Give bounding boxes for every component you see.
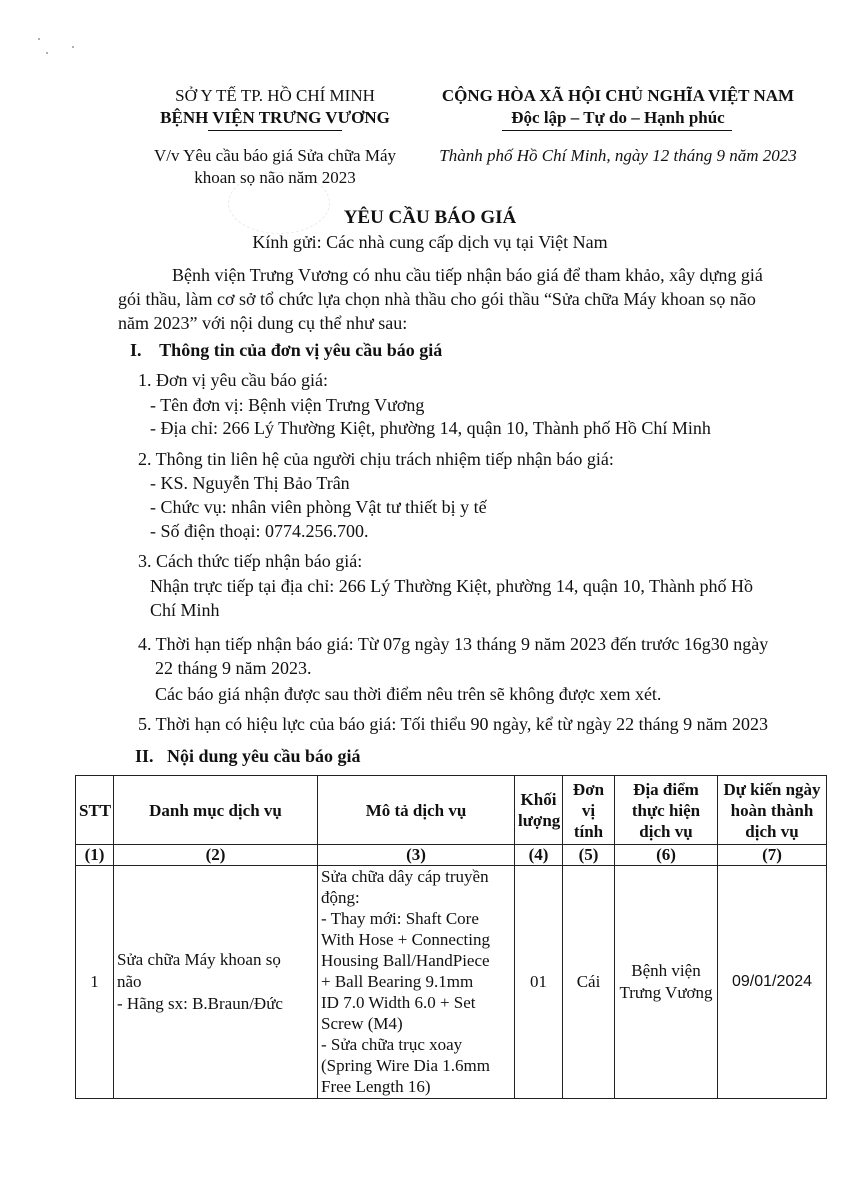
description-line: - Thay mới: Shaft Core bbox=[321, 909, 479, 928]
org-underline bbox=[208, 130, 342, 131]
description-line: Free Length 16) bbox=[321, 1077, 431, 1096]
contact-phone: - Số điện thoại: 0774.256.700. bbox=[150, 521, 369, 541]
row-service bbox=[114, 866, 318, 1099]
motto-underline bbox=[502, 130, 732, 131]
row-unit: Cái bbox=[563, 866, 615, 1099]
scan-speck bbox=[38, 38, 40, 40]
row-service-line-1: Sửa chữa Máy khoan sọ bbox=[117, 950, 281, 969]
column-number: (6) bbox=[615, 845, 718, 866]
header-completion-date bbox=[718, 776, 827, 845]
row-quantity: 01 bbox=[515, 866, 563, 1099]
description-line: Housing Ball/HandPiece bbox=[321, 951, 490, 970]
description-line: động: bbox=[321, 888, 360, 907]
description-line: + Ball Bearing 9.1mm bbox=[321, 972, 474, 991]
intro-line-2: gói thầu, làm cơ sở tổ chức lựa chọn nhà thầu cho gói thầu “Sửa chữa Máy khoan sọ não bbox=[118, 289, 756, 309]
section-1-item-3: 3. Cách thức tiếp nhận báo giá: bbox=[138, 551, 363, 571]
description-line: Sửa chữa dây cáp truyền bbox=[321, 867, 489, 886]
description-line: (Spring Wire Dia 1.6mm bbox=[321, 1056, 490, 1075]
row-stt: 1 bbox=[76, 866, 114, 1099]
subject-line-1: V/v Yêu cầu báo giá Sửa chữa Máy bbox=[153, 146, 397, 165]
header-unit bbox=[563, 776, 615, 845]
header-quantity-line-1: Khối bbox=[520, 790, 557, 809]
document-date: Thành phố Hồ Chí Minh, ngày 12 tháng 9 năm 2023 bbox=[439, 146, 797, 165]
section-1-item-5: 5. Thời hạn có hiệu lực của báo giá: Tối thiểu 90 ngày, kể từ ngày 22 tháng 9 năm 2023 bbox=[138, 714, 769, 734]
header-date-line-3: dịch vụ bbox=[745, 821, 799, 841]
header-unit-line-1: Đơn vị bbox=[572, 779, 605, 820]
row-completion-date: 09/01/2024 bbox=[718, 866, 827, 1099]
header-unit-line-2: tính bbox=[573, 821, 604, 841]
table-row bbox=[76, 866, 827, 1099]
header-date-line-2: hoàn thành bbox=[730, 800, 814, 820]
scan-speck bbox=[46, 52, 48, 54]
unit-name: - Tên đơn vị: Bệnh viện Trưng Vương bbox=[150, 395, 425, 415]
header-location-line-1: Địa điểm bbox=[633, 779, 699, 799]
section-1-item-2: 2. Thông tin liên hệ của người chịu trách nhiệm tiếp nhận báo giá: bbox=[138, 449, 614, 469]
column-number-row bbox=[76, 845, 827, 866]
row-manufacturer: - Hãng sx: B.Braun/Đức bbox=[117, 994, 283, 1013]
nation-name: CỘNG HÒA XÃ HỘI CHỦ NGHĨA VIỆT NAM bbox=[441, 86, 795, 105]
document-title: YÊU CẦU BÁO GIÁ bbox=[343, 207, 517, 228]
nation-motto: Độc lập – Tự do – Hạnh phúc bbox=[511, 108, 725, 127]
section-1-heading: I. Thông tin của đơn vị yêu cầu báo giá bbox=[130, 340, 443, 360]
service-table bbox=[75, 775, 827, 1099]
section-2-heading: II. Nội dung yêu cầu báo giá bbox=[135, 746, 361, 766]
column-number: (2) bbox=[114, 845, 318, 866]
unit-address: - Địa chỉ: 266 Lý Thường Kiệt, phường 14, quận 10, Thành phố Hồ Chí Minh bbox=[150, 418, 711, 438]
description-line: Screw (M4) bbox=[321, 1014, 403, 1033]
header-date-line-1: Dự kiến ngày bbox=[723, 779, 821, 799]
description-line: - Sửa chữa trục xoay bbox=[321, 1035, 463, 1054]
description-line: With Hose + Connecting bbox=[321, 930, 490, 949]
row-location bbox=[615, 866, 718, 1099]
row-description bbox=[318, 866, 515, 1099]
description-line: ID 7.0 Width 6.0 + Set bbox=[321, 993, 476, 1012]
header-quantity bbox=[515, 776, 563, 845]
deadline-note: Các báo giá nhận được sau thời điểm nêu trên sẽ không được xem xét. bbox=[155, 684, 662, 704]
header-description: Mô tả dịch vụ bbox=[318, 776, 515, 845]
deadline-line-2: 22 tháng 9 năm 2023. bbox=[155, 658, 312, 678]
header-service: Danh mục dịch vụ bbox=[114, 776, 318, 845]
row-location-line-2: Trưng Vương bbox=[619, 983, 713, 1002]
scan-speck bbox=[72, 46, 74, 48]
column-number: (1) bbox=[76, 845, 114, 866]
receive-method-line-2: Chí Minh bbox=[150, 600, 220, 620]
intro-line-1: Bệnh viện Trưng Vương có nhu cầu tiếp nhận báo giá để tham khảo, xây dựng giá bbox=[172, 265, 763, 285]
column-number: (5) bbox=[563, 845, 615, 866]
org-name: BỆNH VIỆN TRƯNG VƯƠNG bbox=[160, 108, 390, 127]
column-number: (4) bbox=[515, 845, 563, 866]
section-1-item-4: 4. Thời hạn tiếp nhận báo giá: Từ 07g ngày 13 tháng 9 năm 2023 đến trước 16g30 ngày bbox=[138, 634, 769, 654]
contact-position: - Chức vụ: nhân viên phòng Vật tư thiết bị y tế bbox=[150, 497, 487, 517]
org-parent: SỞ Y TẾ TP. HỒ CHÍ MINH bbox=[175, 86, 375, 105]
section-1-item-1: 1. Đơn vị yêu cầu báo giá: bbox=[138, 370, 328, 390]
header-location-line-2: thực hiện bbox=[631, 800, 701, 820]
contact-name: - KS. Nguyễn Thị Bảo Trân bbox=[150, 473, 350, 493]
column-number: (3) bbox=[318, 845, 515, 866]
row-service-line-2: não bbox=[117, 972, 142, 991]
header-location-line-3: dịch vụ bbox=[639, 821, 693, 841]
header-stt: STT bbox=[76, 776, 114, 845]
row-location-line-1: Bệnh viện bbox=[631, 961, 701, 980]
column-number: (7) bbox=[718, 845, 827, 866]
intro-line-3: năm 2023” với nội dung cụ thể như sau: bbox=[118, 313, 408, 333]
subject-line-2: khoan sọ não năm 2023 bbox=[194, 168, 356, 187]
receive-method-line-1: Nhận trực tiếp tại địa chỉ: 266 Lý Thường Kiệt, phường 14, quận 10, Thành phố Hồ bbox=[150, 576, 754, 596]
recipient-line: Kính gửi: Các nhà cung cấp dịch vụ tại Việt Nam bbox=[252, 232, 608, 252]
table-header-row bbox=[76, 776, 827, 845]
header-quantity-line-2: lượng bbox=[518, 811, 561, 830]
header-location bbox=[615, 776, 718, 845]
